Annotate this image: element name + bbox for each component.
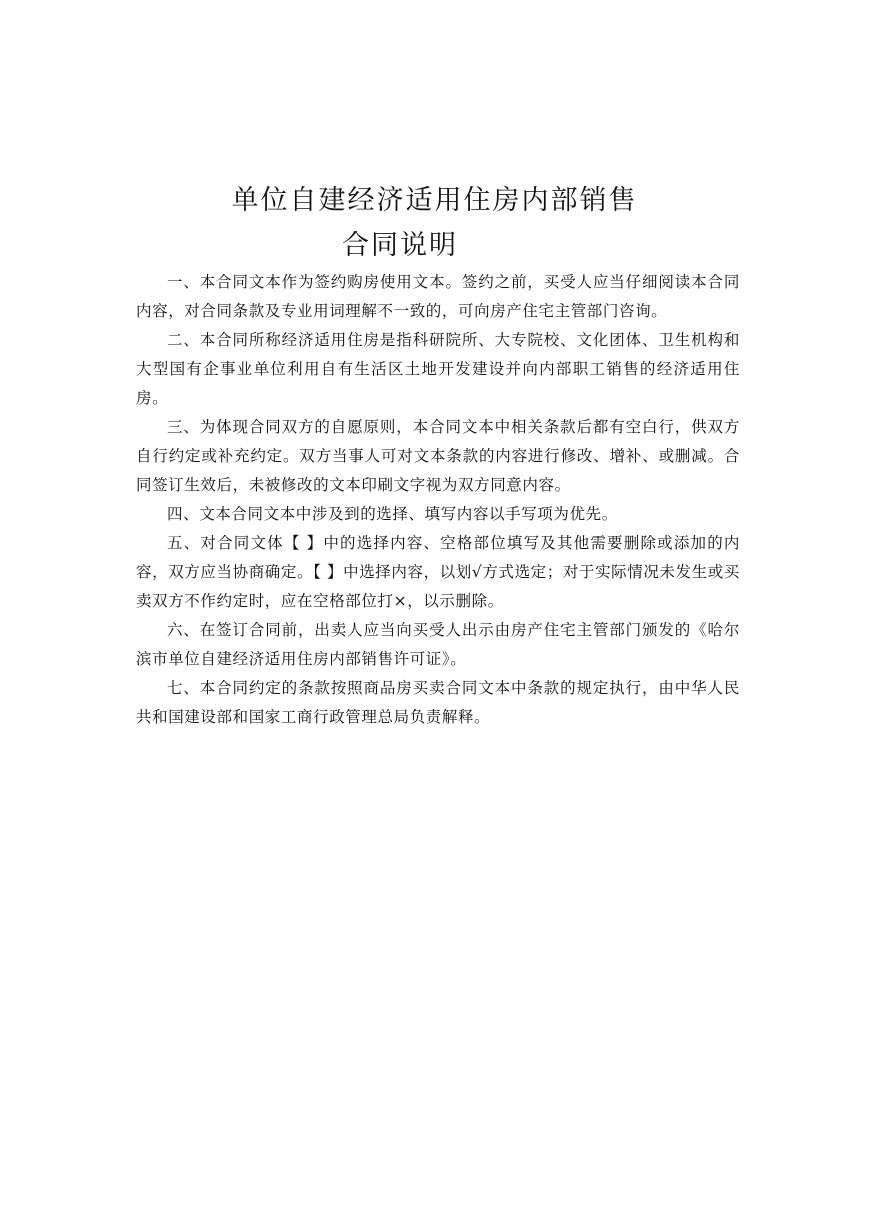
- paragraph-6: 六、在签订合同前，出卖人应当向买受人出示由房产住宅主管部门颁发的《哈尔滨市单位自建经济适用住房内部销售许可证》。: [136, 621, 740, 668]
- paragraph-3: 三、为体现合同双方的自愿原则，本合同文本中相关条款后都有空白行，供双方自行约定或补充约定。双方当事人可对文本条款的内容进行修改、增补、或删减。合同签订生效后，未被修改的文本印刷文字视为双方同意内容。: [136, 418, 740, 494]
- paragraph-2: 二、本合同所称经济适用住房是指科研院所、大专院校、文化团体、卫生机构和大型国有企事业单位利用自有生活区土地开发建设并向内部职工销售的经济适用住房。: [136, 331, 740, 407]
- paragraph-4: 四、文本合同文本中涉及到的选择、填写内容以手写项为优先。: [167, 505, 618, 523]
- paragraph-5: 五、对合同文体【 】中的选择内容、空格部位填写及其他需要删除或添加的内容，双方应当协商确定。【 】中选择内容，以划√方式选定；对于实际情况未发生或买卖双方不作约定时，应在空格部位打×，以示删除。: [136, 534, 740, 610]
- paragraph-7: 七、本合同约定的条款按照商品房买卖合同文本中条款的规定执行，由中华人民共和国建设部和国家工商行政管理总局负责解释。: [136, 679, 740, 726]
- document-body: [136, 268, 740, 732]
- document-title-line-2: 合同说明: [342, 230, 458, 261]
- document-title-line-1: 单位自建经济适用住房内部销售: [231, 185, 638, 216]
- paragraph-1: 一、本合同文本作为签约购房使用文本。签约之前，买受人应当仔细阅读本合同内容，对合同条款及专业用词理解不一致的，可向房产住宅主管部门咨询。: [136, 273, 740, 320]
